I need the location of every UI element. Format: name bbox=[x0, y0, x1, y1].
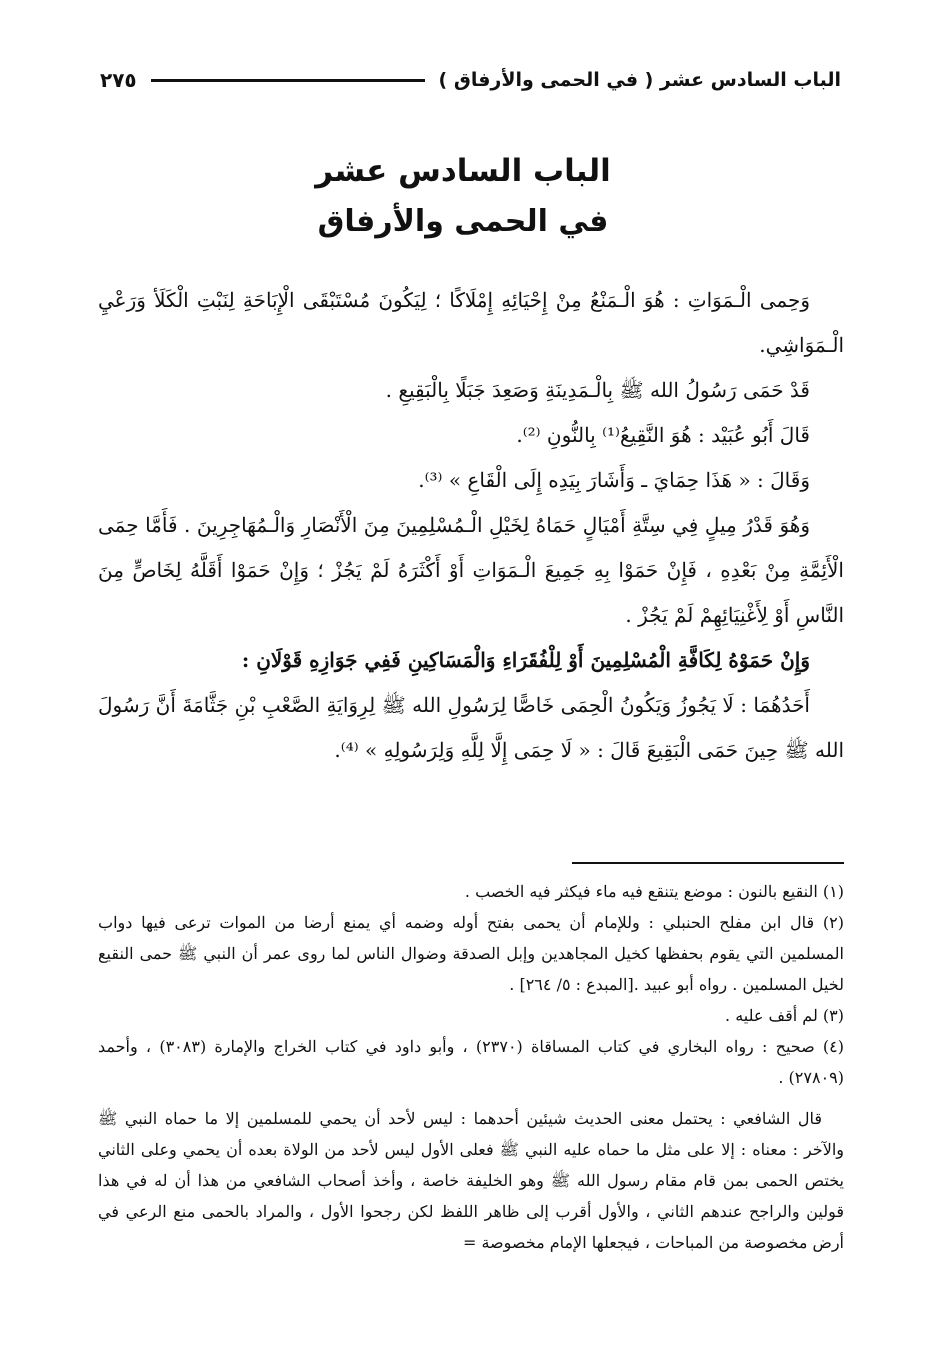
footnote-4: (٤) صحيح : رواه البخاري في كتاب المساقاة (٢٣٧٠) ، وأبو داود في كتاب الخراج والإمارة (٣٠٨٣) ، وأحمد (٢٧٨٠٩) . bbox=[98, 1037, 844, 1087]
footnote-2: (٢) قال ابن مفلح الحنبلي : وللإمام أن يحمى بفتح أوله وضمه أي يمنع أرضا من الموات ترعى فيها دواب المسلمين التي يقوم بحفظها كخيل المجاهدين وإبل الصدقة وضوال الناس لما روى عمر أن النبي ﷺ حمى النقيع لخيل المسلمين . رواه أبو عبيد .[المبدع : ٥/ ٢٦٤] . bbox=[98, 913, 844, 994]
paragraph: أَحَدُهُمَا : لَا يَجُوزُ وَيَكُونُ الْحِمَى خَاصًّا لِرَسُولِ الله ﷺ لِرِوَايَةِ الصَّعْبِ بْنِ جَثَّامَةَ أَنَّ رَسُولَ الله ﷺ حِينَ حَمَى الْبَقِيعَ قَالَ : « لَا حِمَى إِلَّا لِلَّهِ وَلِرَسُولِهِ » ⁽⁴⁾. bbox=[98, 693, 844, 762]
footnotes bbox=[98, 876, 844, 1258]
main-text bbox=[98, 278, 844, 773]
footnote-rule bbox=[572, 862, 844, 864]
chapter-subtitle: في الحمى والأرفاق bbox=[317, 204, 609, 239]
chapter-heading bbox=[0, 145, 926, 247]
paragraph: وَقَالَ : « هَذَا حِمَايَ ـ وَأَشَارَ بِيَدِه إِلَى الْقَاعِ » ⁽³⁾. bbox=[418, 468, 810, 492]
paragraph: قَدْ حَمَى رَسُولُ الله ﷺ بِالْـمَدِينَةِ وَصَعِدَ جَبَلًا بِالْبَقِيعِ . bbox=[385, 378, 810, 402]
chapter-title: الباب السادس عشر bbox=[315, 153, 611, 189]
header-rule bbox=[151, 79, 425, 82]
running-header bbox=[100, 62, 841, 98]
footnote-3: (٣) لم أقف عليه . bbox=[725, 1006, 844, 1025]
paragraph: وَهُوَ قَدْرُ مِيلٍ فِي سِتَّةِ أَمْيَالٍ حَمَاهُ لِخَيْلِ الْـمُسْلِمِينَ مِنَ الْأَنْصَارِ وَالْـمُهَاجِرِينَ . فَأَمَّا حِمَى الْأَئِمَّةِ مِنْ بَعْدِهِ ، فَإِنْ حَمَوْا بِهِ جَمِيعَ الْـمَوَاتِ أَوْ أَكْثَرَهُ لَمْ يَجُزْ ؛ وَإِنْ حَمَوْا أَقَلَّهُ لِخَاصٍّ مِنَ النَّاسِ أَوْ لِأَغْنِيَائِهِمْ لَمْ يَجُزْ . bbox=[98, 513, 844, 627]
footnote-1: (١) النقيع بالنون : موضع يتنقع فيه ماء فيكثر فيه الخصب . bbox=[464, 882, 844, 901]
running-title: الباب السادس عشر ( في الحمى والأرفاق ) bbox=[438, 69, 841, 91]
paragraph: وَحِمى الْـمَوَاتِ : هُوَ الْـمَنْعُ مِنْ إِحْيَائِهِ إِمْلَاكًا ؛ لِيَكُونَ مُسْتَبْقَى الْإِبَاحَةِ لِنَبْتِ الْكَلَأ وَرَعْيِ الْـمَوَاشِي. bbox=[98, 288, 844, 357]
paragraph: وَإِنْ حَمَوْهُ لِكَافَّةِ الْمُسْلِمِينَ أَوْ لِلْفُقَرَاءِ وَالْمَسَاكِينِ فَفِي جَوَازِهِ قَوْلَانِ : bbox=[241, 648, 810, 672]
page-number: ٢٧٥ bbox=[100, 68, 137, 92]
paragraph: قَالَ أَبُو عُبَيْد : هُوَ النَّقِيعُ⁽¹⁾ بِالنُّونِ ⁽²⁾. bbox=[516, 423, 810, 447]
footnote-continuation: قال الشافعي : يحتمل معنى الحديث شيئين أحدهما : ليس لأحد أن يحمي للمسلمين إلا ما حماه النبي ﷺ والآخر : معناه : إلا على مثل ما حماه عليه النبي ﷺ فعلى الأول ليس لأحد من الولاة بعده أن يحمي وعلى الثاني يختص الحمى بمن قام مقام رسول الله ﷺ وهو الخليفة خاصة ، وأخذ أصحاب الشافعي من هذا أن له في هذا قولين والراجح عندهم الثاني ، والأول أقرب إلى ظاهر اللفظ لكن رجحوا الأول ، والمراد بالحمى منع الرعي في أرض مخصوصة من المباحات ، فيجعلها الإمام مخصوصة = bbox=[98, 1109, 844, 1252]
